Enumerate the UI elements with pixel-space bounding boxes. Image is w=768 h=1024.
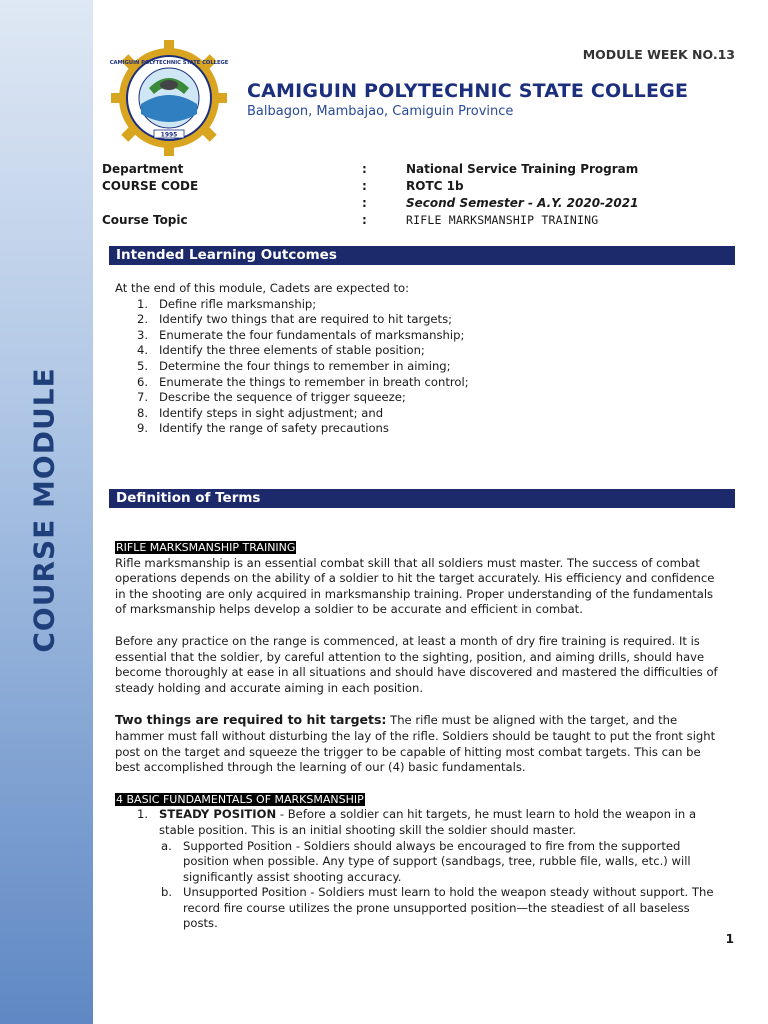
unsupported-text: Unsupported Position - Soldiers must learn to hold the weapon steady without support. The record fire course utilizes the prone unsupported position—the steadiest of all baseless posts.	[183, 885, 714, 931]
list-text: Define rifle marksmanship;	[159, 296, 317, 311]
list-letter: a.	[161, 838, 172, 853]
info-row-semester	[102, 196, 742, 213]
list-letter: b.	[161, 885, 173, 900]
steady-position-title: STEADY POSITION	[159, 807, 277, 822]
list-text: Determine the four things to remember in aiming;	[159, 358, 451, 373]
list-number: 3.	[137, 327, 149, 342]
supported-text: Supported Position - Soldiers should always be encouraged to fire from the supported position when possible. Any type of support (sandbags, tree, rubble file, walls, etc.) will significantly assist shooting accuracy.	[183, 838, 691, 884]
list-number: 6.	[137, 374, 149, 389]
sidebar-label: COURSE MODULE	[27, 367, 61, 653]
paragraph-dry-fire: Before any practice on the range is commenced, at least a month of dry fire training is required. It is essential that the soldier, by careful attention to the sighting, position, and aiming drills, should have become thoroughly at ease in all situations and should have discovered and mastered the difficulties of steady holding and accurate aiming in each position.	[115, 633, 718, 695]
list-number: 9.	[137, 421, 149, 436]
list-text: Enumerate the four fundamentals of marksmanship;	[159, 327, 465, 342]
info-colon: :	[362, 213, 367, 227]
section-heading-ilo: Intended Learning Outcomes	[109, 246, 735, 265]
fundamentals-heading: 4 BASIC FUNDAMENTALS OF MARKSMANSHIP	[116, 792, 364, 806]
info-label: Course Topic	[102, 213, 188, 227]
section-heading-terms: Definition of Terms	[109, 489, 735, 508]
list-text: Identify the three elements of stable position;	[159, 343, 425, 358]
list-number: 5.	[137, 358, 149, 373]
paragraph-rifle-definition: Rifle marksmanship is an essential combat skill that all soldiers must master. The success of combat operations depends on the ability of a soldier to hit the target accurately. His efficiency and confidence in the shooting are only acquired in marksmanship training. Proper understanding of the fundamentals of marksmanship helps develop a soldier to be accurate and efficient in combat.	[115, 555, 715, 617]
list-item	[115, 375, 727, 391]
course-info-table	[102, 162, 742, 230]
page-number: 1	[725, 932, 734, 946]
list-number: 4.	[137, 343, 149, 358]
info-label: Department	[102, 162, 184, 176]
list-number: 8.	[137, 405, 149, 420]
info-value: National Service Training Program	[406, 162, 639, 176]
list-number: 2.	[137, 312, 149, 327]
ilo-content	[115, 281, 727, 437]
rifle-heading: RIFLE MARKSMANSHIP TRAINING	[116, 541, 296, 554]
info-row-course-code	[102, 179, 742, 196]
list-text: Enumerate the things to remember in breath control;	[159, 374, 469, 389]
list-item-supported	[115, 839, 727, 886]
info-label: COURSE CODE	[102, 179, 199, 193]
list-text: Identify two things that are required to hit targets;	[159, 312, 453, 327]
info-value: ROTC 1b	[406, 179, 464, 193]
info-value: Second Semester - A.Y. 2020-2021	[406, 196, 639, 210]
logo-year: 1995	[160, 131, 178, 139]
sidebar-band	[0, 0, 93, 1024]
list-text: Describe the sequence of trigger squeeze;	[159, 390, 406, 405]
list-number: 1.	[137, 807, 149, 822]
list-item-steady-position	[115, 807, 727, 838]
list-item	[115, 359, 727, 375]
info-colon: :	[362, 162, 367, 176]
module-week-label: MODULE WEEK NO.13	[582, 47, 735, 62]
list-item-unsupported	[115, 885, 727, 932]
list-text: Identify steps in sight adjustment; and	[159, 405, 384, 420]
college-name: CAMIGUIN POLYTECHNIC STATE COLLEGE	[247, 80, 689, 102]
logo-ring-text: CAMIGUIN POLYTECHNIC STATE COLLEGE	[109, 60, 229, 66]
info-row-course-topic	[102, 213, 742, 230]
ilo-intro: At the end of this module, Cadets are expected to:	[115, 281, 410, 295]
info-value: RIFLE MARKSMANSHIP TRAINING	[406, 213, 599, 227]
list-item	[115, 328, 727, 344]
list-number: 7.	[137, 390, 149, 405]
paragraph-two-things	[115, 712, 727, 775]
college-address: Balbagon, Mambajao, Camiguin Province	[247, 104, 514, 119]
list-text: Identify the range of safety precautions	[159, 421, 389, 436]
info-colon: :	[362, 179, 367, 193]
list-item	[115, 406, 727, 422]
two-things-lead: Two things are required to hit targets:	[115, 712, 387, 728]
list-number: 1.	[137, 296, 149, 311]
college-logo	[104, 38, 234, 158]
list-item	[115, 343, 727, 359]
list-item	[115, 297, 727, 313]
terms-content	[115, 540, 727, 932]
ilo-list	[115, 297, 727, 437]
list-item	[115, 421, 727, 437]
two-things-text: The rifle must be aligned with the target, and the hammer must fall without disturbing the lay of the rifle. Soldiers should be taught to put the front sight post on the target and squeeze the trigger to be capable of hitting most combat targets. This can be best accomplished through the learning of our (4) basic fundamentals.	[115, 713, 716, 775]
info-row-department	[102, 162, 742, 179]
list-item	[115, 390, 727, 406]
list-item	[115, 312, 727, 328]
info-colon: :	[362, 196, 367, 210]
steady-position-text: - Before a soldier can hit targets, he must learn to hold the weapon in a stable position. This is an initial shooting skill the soldier should master.	[159, 807, 697, 837]
